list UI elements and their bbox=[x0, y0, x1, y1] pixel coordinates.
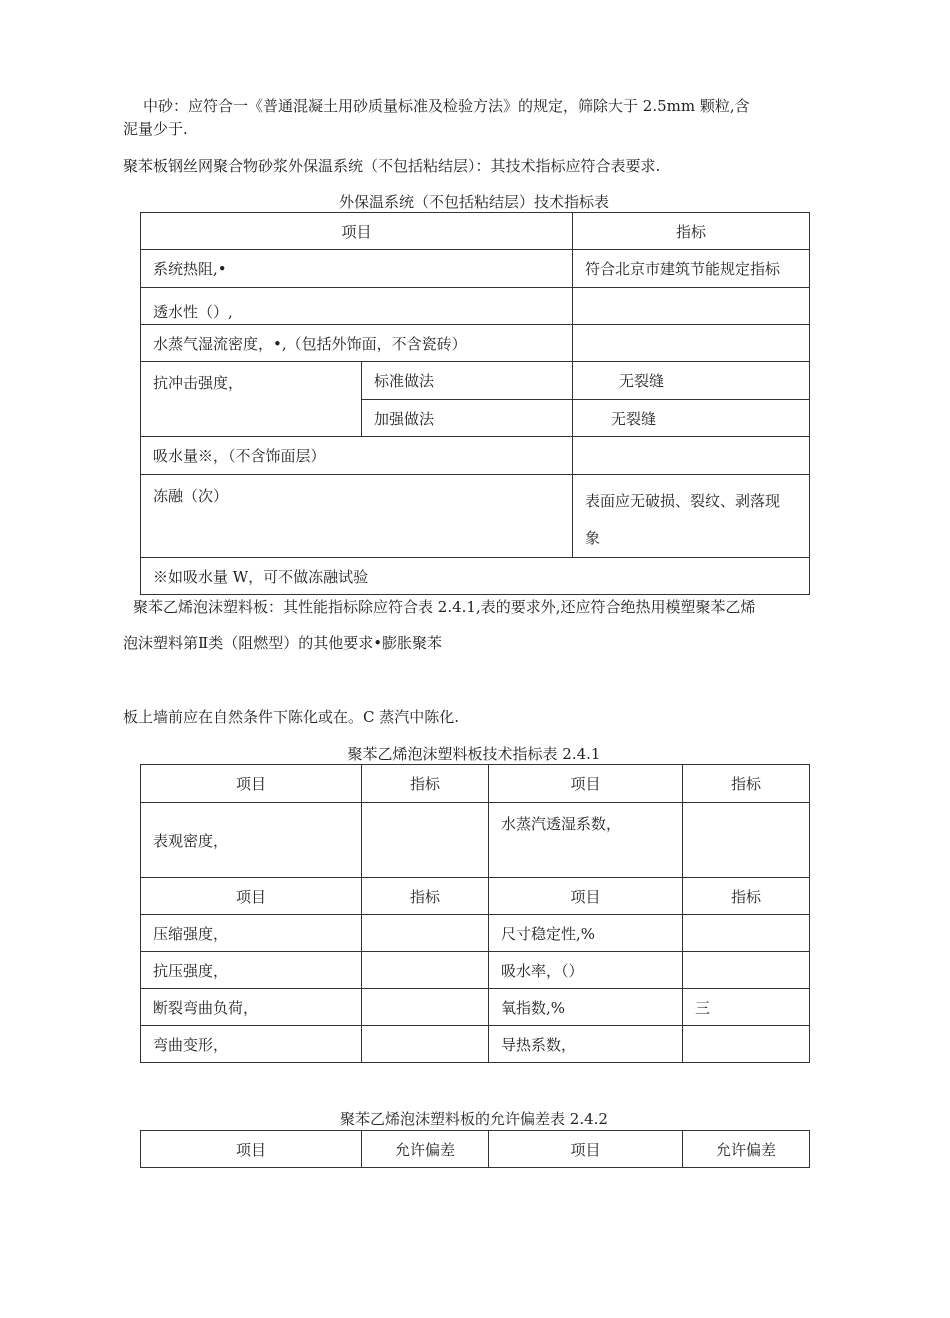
header-cell-index: 指标 bbox=[362, 878, 489, 915]
table-row bbox=[141, 475, 810, 558]
header-cell-tolerance: 允许偏差 bbox=[362, 1131, 489, 1168]
header-cell-index: 指标 bbox=[683, 765, 810, 803]
paragraph-eps-line1: 聚苯乙烯泡沫塑料板：其性能指标除应符合表 2.4.1,表的要求外,还应符合绝热用模塑聚苯乙烯 bbox=[133, 598, 756, 616]
table-row bbox=[141, 989, 810, 1026]
cell-value-line1: 表面应无破损、裂纹、剥落现 bbox=[585, 492, 781, 510]
system-index-table bbox=[140, 212, 810, 595]
header-cell-item: 项目 bbox=[489, 878, 683, 915]
cell-value: 符合北京市建筑节能规定指标 bbox=[573, 250, 810, 288]
table-header-row bbox=[141, 213, 810, 250]
eps-index-table bbox=[140, 764, 810, 1063]
paragraph-eps-line2: 泡沫塑料第Ⅱ类（阻燃型）的其他要求•膨胀聚苯 bbox=[123, 634, 443, 652]
cell-value bbox=[573, 437, 810, 475]
paragraph-sand-line1: 中砂：应符合一《普通混凝土用砂质量标准及检验方法》的规定，筛除大于 2.5mm 颗粒,含 bbox=[143, 97, 750, 115]
cell-value bbox=[573, 288, 810, 325]
header-cell-index: 指标 bbox=[573, 213, 810, 250]
cell-item: 抗压强度， bbox=[141, 952, 362, 989]
table-header-row bbox=[141, 878, 810, 915]
table-note: ※如吸水量 W，可不做冻融试验 bbox=[141, 558, 810, 595]
paragraph-system-intro: 聚苯板钢丝网聚合物砂浆外保温系统（不包括粘结层）：其技术指标应符合表要求. bbox=[123, 157, 661, 175]
cell-value bbox=[362, 915, 489, 952]
table-row bbox=[141, 325, 810, 362]
header-cell-item: 项目 bbox=[489, 1131, 683, 1168]
cell-value bbox=[573, 325, 810, 362]
header-cell-item: 项目 bbox=[141, 213, 573, 250]
cell-item: 系统热阻,• bbox=[141, 250, 573, 288]
paragraph-sand-line2: 泥量少于. bbox=[123, 120, 188, 138]
table-row bbox=[141, 250, 810, 288]
cell-value bbox=[683, 1026, 810, 1063]
cell-value bbox=[683, 915, 810, 952]
header-cell-item: 项目 bbox=[141, 878, 362, 915]
cell-item: 尺寸稳定性,% bbox=[489, 915, 683, 952]
eps-tolerance-table bbox=[140, 1130, 810, 1168]
cell-value: 三 bbox=[683, 989, 810, 1026]
paragraph-aging: 板上墙前应在自然条件下陈化或在。C 蒸汽中陈化. bbox=[123, 708, 460, 726]
table-row bbox=[141, 437, 810, 475]
table1-caption: 外保温系统（不包括粘结层）技术指标表 bbox=[338, 193, 609, 211]
cell-item: 吸水率，（） bbox=[489, 952, 683, 989]
cell-item: 弯曲变形， bbox=[141, 1026, 362, 1063]
header-cell-index: 指标 bbox=[683, 878, 810, 915]
cell-value bbox=[362, 1026, 489, 1063]
table3-caption: 聚苯乙烯泡沫塑料板的允许偏差表 2.4.2 bbox=[340, 1110, 608, 1128]
header-cell-index: 指标 bbox=[362, 765, 489, 803]
table2-caption: 聚苯乙烯泡沫塑料板技术指标表 2.4.1 bbox=[347, 745, 601, 763]
cell-value bbox=[362, 952, 489, 989]
cell-item: 抗冲击强度， bbox=[141, 362, 362, 437]
cell-item: 导热系数， bbox=[489, 1026, 683, 1063]
cell-value bbox=[683, 803, 810, 878]
table-row bbox=[141, 915, 810, 952]
cell-item: 吸水量※，（不含饰面层） bbox=[141, 437, 573, 475]
cell-value bbox=[362, 989, 489, 1026]
cell-item: 氧指数,% bbox=[489, 989, 683, 1026]
cell-item: 冻融（次） bbox=[141, 475, 573, 558]
cell-item: 水蒸气湿流密度，•,（包括外饰面，不含瓷砖） bbox=[141, 325, 573, 362]
cell-subitem: 加强做法 bbox=[362, 400, 573, 437]
cell-value bbox=[573, 475, 810, 558]
cell-subitem: 标准做法 bbox=[362, 362, 573, 400]
table-header-row bbox=[141, 765, 810, 803]
table-header-row bbox=[141, 1131, 810, 1168]
cell-value bbox=[362, 803, 489, 878]
header-cell-item: 项目 bbox=[141, 765, 362, 803]
header-cell-item: 项目 bbox=[489, 765, 683, 803]
header-cell-item: 项目 bbox=[141, 1131, 362, 1168]
cell-value bbox=[683, 952, 810, 989]
table-row bbox=[141, 362, 810, 400]
table-row bbox=[141, 952, 810, 989]
cell-item: 断裂弯曲负荷， bbox=[141, 989, 362, 1026]
cell-item: 压缩强度， bbox=[141, 915, 362, 952]
cell-item: 透水性（）, bbox=[141, 288, 573, 325]
cell-value: 无裂缝 bbox=[573, 400, 810, 437]
cell-value: 无裂缝 bbox=[573, 362, 810, 400]
table-row bbox=[141, 288, 810, 325]
cell-value-line2: 象 bbox=[585, 529, 601, 547]
table-note-row bbox=[141, 558, 810, 595]
header-cell-tolerance: 允许偏差 bbox=[683, 1131, 810, 1168]
table-row bbox=[141, 803, 810, 878]
table-row bbox=[141, 1026, 810, 1063]
cell-item: 表观密度， bbox=[141, 803, 362, 878]
cell-item: 水蒸汽透湿系数， bbox=[489, 803, 683, 878]
